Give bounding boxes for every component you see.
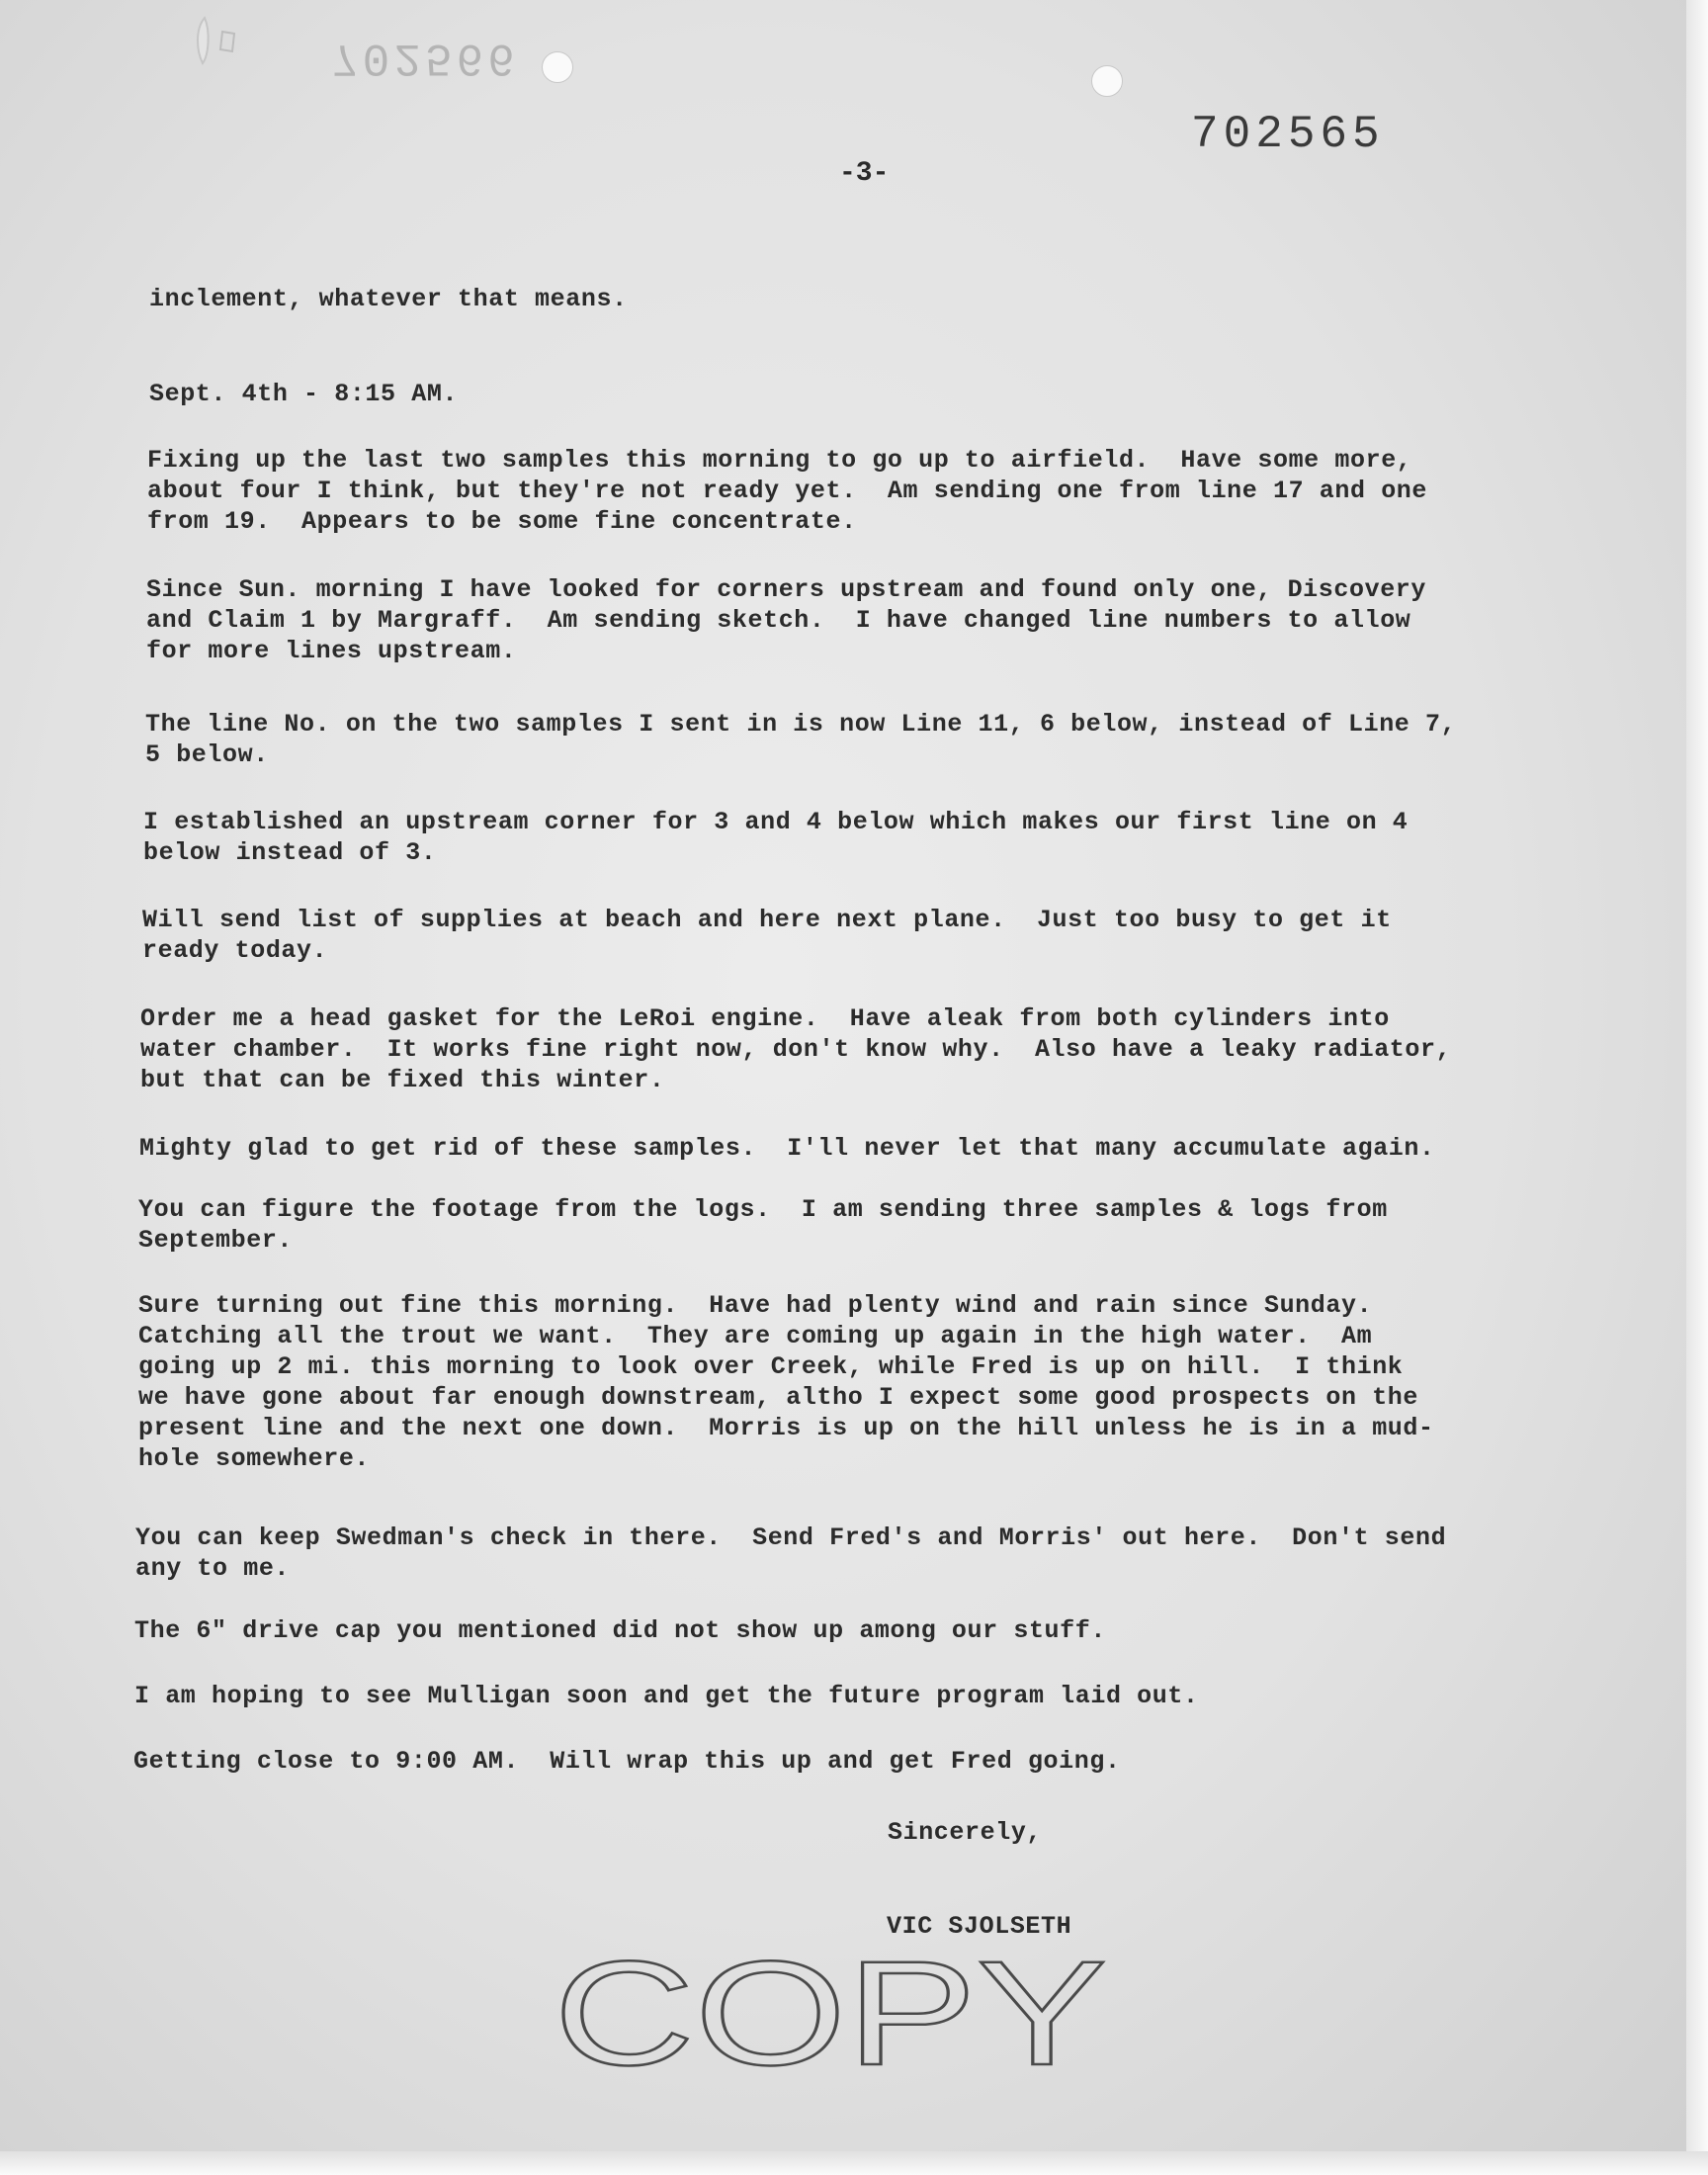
paragraph: Mighty glad to get rid of these samples. I'll never let that many accumulate again.	[139, 1134, 1435, 1163]
paragraph: Sure turning out fine this morning. Have had plenty wind and rain since Sunday. Catching all the trout we want. They are coming up again in the high water. Am going up 2 mi. this morning to look over Creek, while Fred is up on hill. I think we have gone about far enough downstream, altho I expect some good prospects on the present line and the next one down. Morris is up on the hill unless he is in a mud- hole somewhere.	[138, 1291, 1434, 1473]
paragraph: You can figure the footage from the logs. I am sending three samples & logs from September.	[138, 1195, 1388, 1255]
punch-hole-left	[542, 51, 573, 83]
copy-stamp	[554, 1940, 1117, 2088]
paragraph: inclement, whatever that means.	[149, 285, 628, 313]
bleed-through-mark	[183, 12, 242, 71]
paragraph: Getting close to 9:00 AM. Will wrap this up and get Fred going.	[133, 1747, 1121, 1776]
closing: Sincerely,	[888, 1818, 1043, 1847]
paragraph: Fixing up the last two samples this morning to go up to airfield. Have some more, about four I think, but they're not ready yet. Am sending one from line 17 and one from 19. Appears to be some fine concentrate.	[147, 446, 1428, 536]
paragraph: You can keep Swedman's check in there. Send Fred's and Morris' out here. Don't send any to me.	[135, 1523, 1447, 1583]
paper-edge-bottom	[0, 2151, 1708, 2175]
paragraph: The line No. on the two samples I sent in is now Line 11, 6 below, instead of Line 7, 5 below.	[145, 710, 1457, 769]
bleed-through-number: 702566	[331, 32, 519, 83]
paper-edge-right	[1686, 0, 1708, 2175]
page-number: -3-	[839, 158, 890, 189]
entry-date: Sept. 4th - 8:15 AM.	[149, 380, 459, 408]
copy-stamp-text: COPY	[554, 1940, 1107, 2088]
paragraph: The 6" drive cap you mentioned did not show up among our stuff.	[134, 1616, 1106, 1645]
punch-hole-right	[1091, 65, 1123, 97]
paragraph: I established an upstream corner for 3 and 4 below which makes our first line on 4 below instead of 3.	[143, 808, 1409, 867]
paragraph: I am hoping to see Mulligan soon and get the future program laid out.	[134, 1682, 1199, 1710]
document-number: 702565	[1191, 109, 1385, 160]
paragraph: Since Sun. morning I have looked for corners upstream and found only one, Discovery and Claim 1 by Margraff. Am sending sketch. I have changed line numbers to allow for more lines upstream.	[146, 575, 1427, 665]
signature-name: VIC SJOLSETH	[887, 1912, 1072, 1941]
paragraph: Order me a head gasket for the LeRoi engine. Have aleak from both cylinders into water chamber. It works fine right now, don't know why. Also have a leaky radiator, but that can be fixed this winter.	[140, 1004, 1452, 1094]
paragraph: Will send list of supplies at beach and here next plane. Just too busy to get it ready today.	[142, 906, 1392, 965]
